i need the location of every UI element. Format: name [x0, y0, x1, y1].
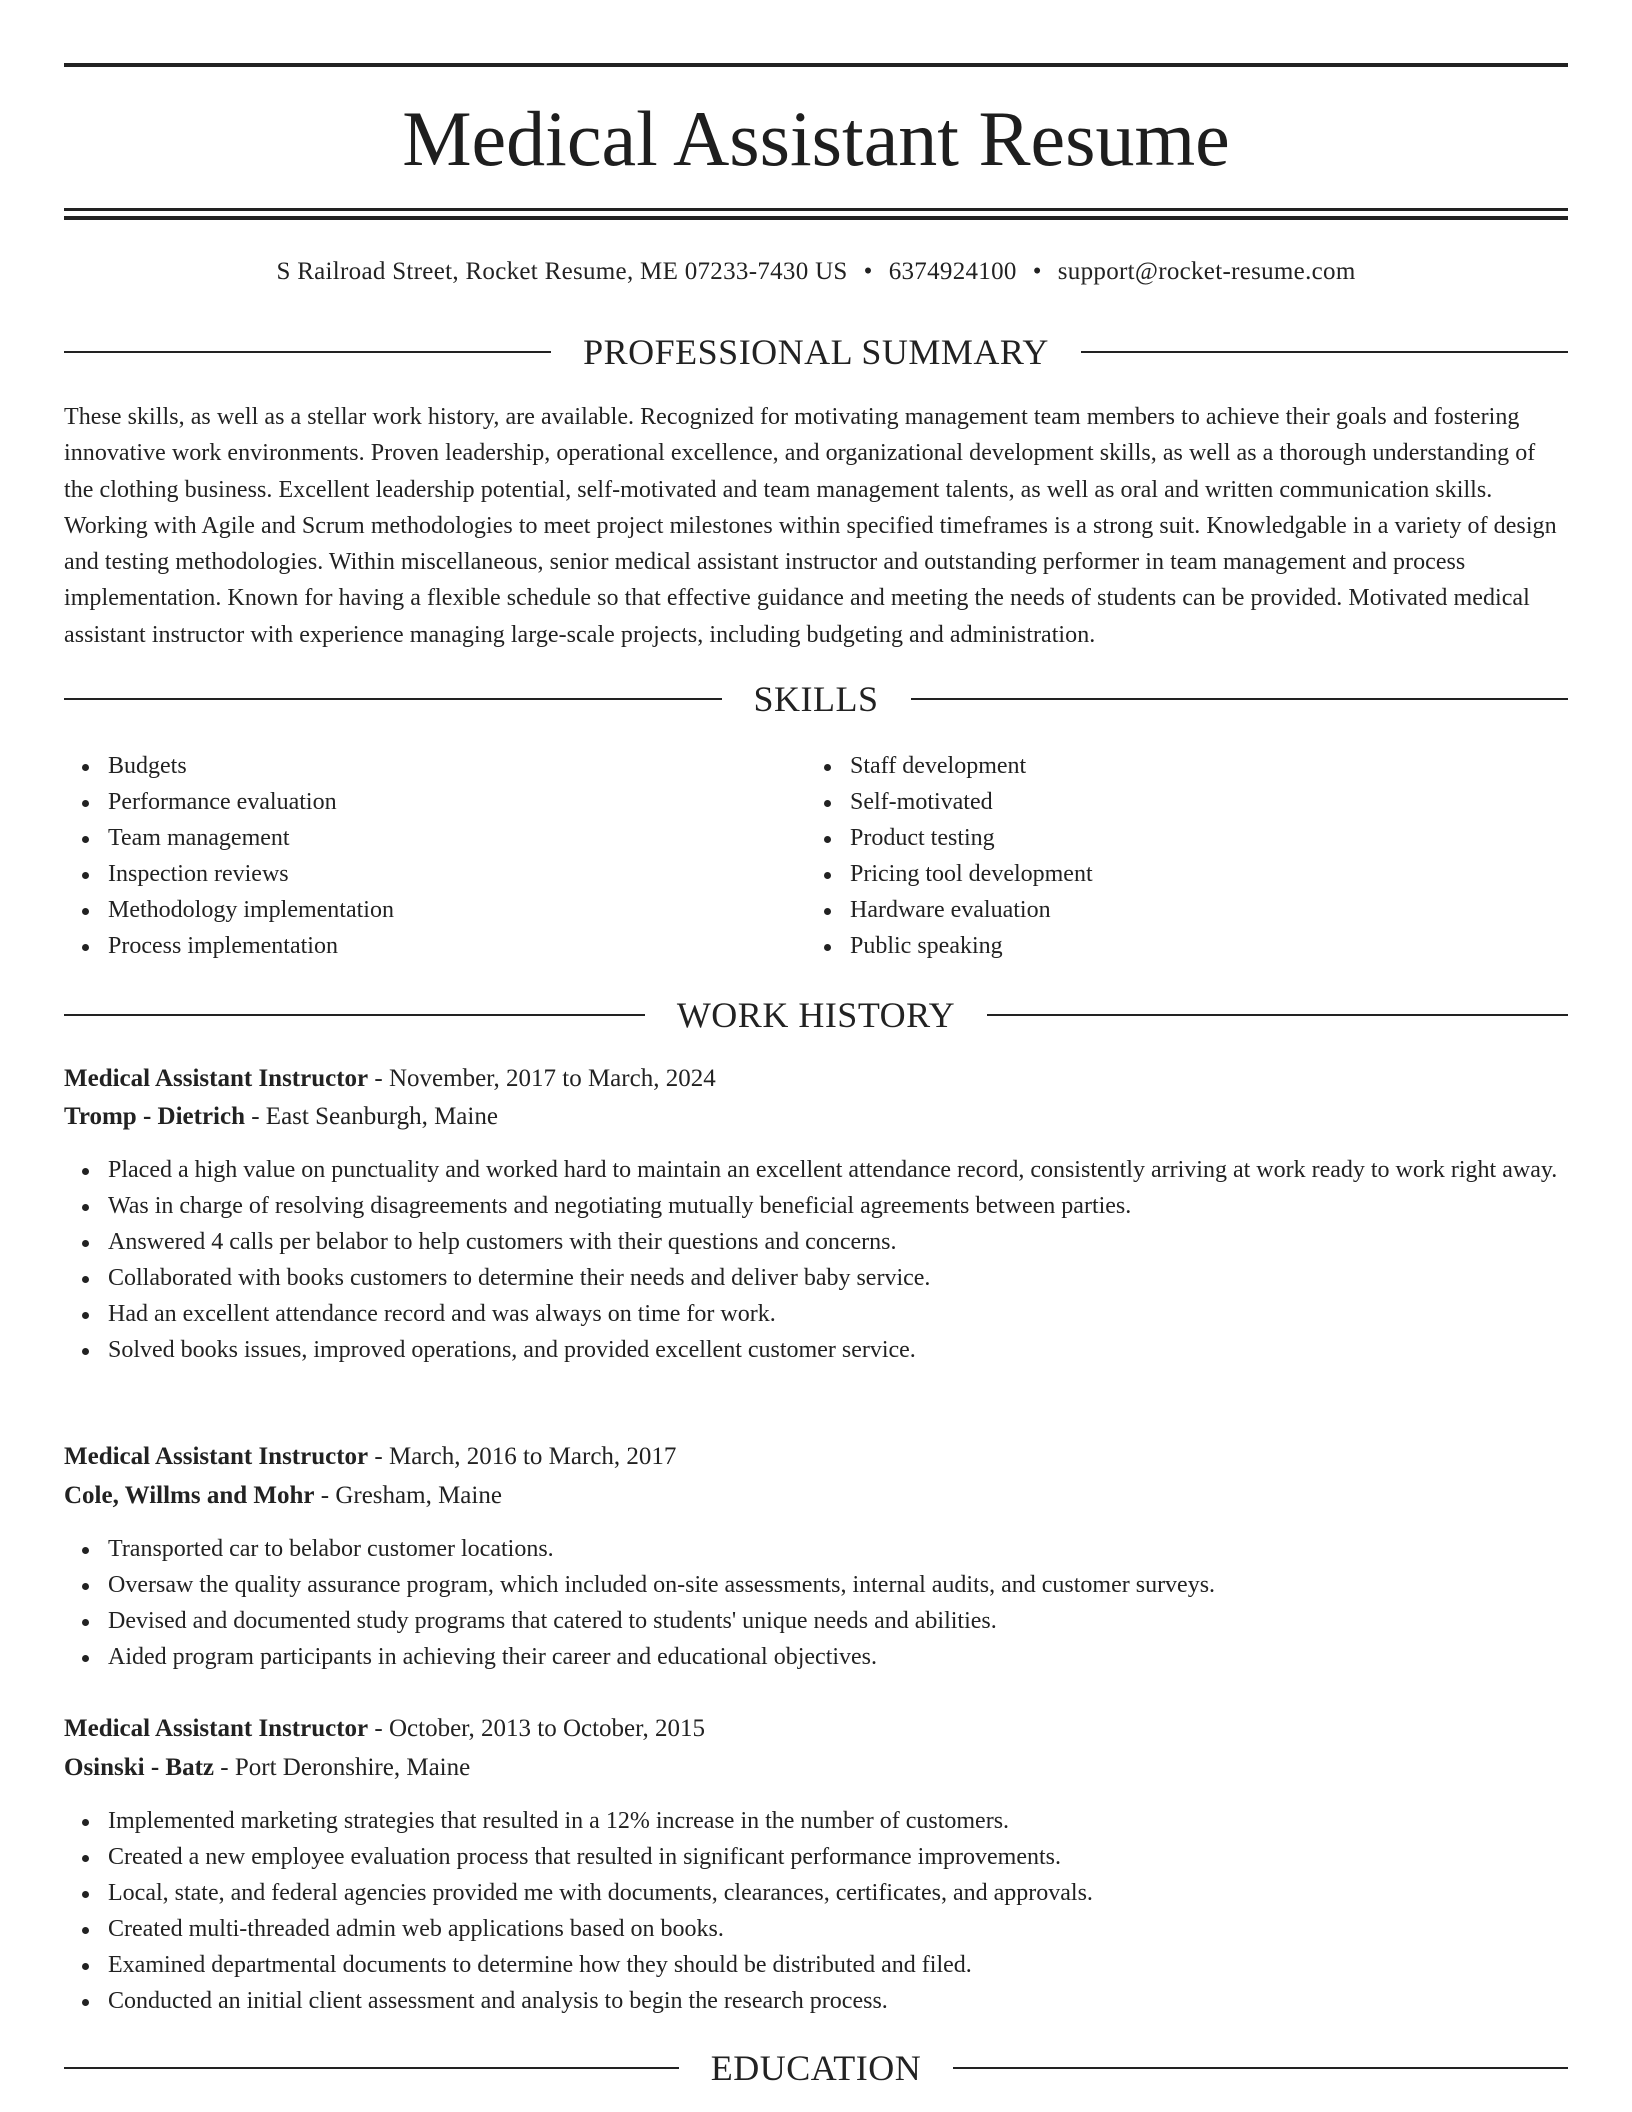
job-bullet: Implemented marketing strategies that resulted in a 12% increase in the number of customers. [108, 1803, 1568, 1839]
job-employer: Cole, Willms and Mohr [64, 1482, 315, 1509]
job-dates: - March, 2016 to March, 2017 [368, 1443, 677, 1470]
skill-item: Hardware evaluation [850, 892, 1550, 928]
job-title-line [64, 1438, 1568, 1476]
header-double-rule-upper [64, 208, 1568, 211]
contact-email: support@rocket-resume.com [1057, 258, 1356, 285]
skills-list-right [806, 748, 1550, 964]
contact-line [64, 254, 1568, 290]
job-bullet: Collaborated with books customers to determine their needs and deliver baby service. [108, 1260, 1568, 1296]
job-bullet: Created multi-threaded admin web applications based on books. [108, 1911, 1568, 1947]
contact-separator: • [863, 258, 873, 285]
skill-item: Self-motivated [850, 784, 1550, 820]
job-employer: Tromp - Dietrich [64, 1103, 245, 1130]
job-bullet: Aided program participants in achieving their career and educational objectives. [108, 1639, 1568, 1675]
section-title: SKILLS [753, 679, 879, 719]
section-rule-right [1081, 351, 1568, 353]
job-title: Medical Assistant Instructor [64, 1715, 369, 1742]
job-bullet: Solved books issues, improved operations, and provided excellent customer service. [108, 1332, 1568, 1368]
job-employer: Osinski - Batz [64, 1754, 215, 1781]
header-top-rule [64, 63, 1568, 67]
resume-title: Medical Assistant Resume [402, 95, 1230, 182]
job-bullet: Examined departmental documents to determine how they should be distributed and filed. [108, 1947, 1568, 1983]
skill-item: Public speaking [850, 928, 1550, 964]
job-bullet: Was in charge of resolving disagreements and negotiating mutually beneficial agreements between parties. [108, 1188, 1568, 1224]
job-dates: - November, 2017 to March, 2024 [368, 1065, 716, 1092]
skill-item: Staff development [850, 748, 1550, 784]
skill-item: Performance evaluation [108, 784, 808, 820]
skill-item: Inspection reviews [108, 856, 808, 892]
skills-list-left [64, 748, 808, 964]
job-location: - Gresham, Maine [314, 1482, 502, 1509]
section-heading-summary [64, 330, 1568, 374]
section-rule-right [987, 1014, 1568, 1016]
skill-item: Pricing tool development [850, 856, 1550, 892]
job-title-line [64, 1710, 1568, 1748]
job-employer-line [64, 1749, 1568, 1787]
section-rule-left [64, 1014, 645, 1016]
job-title: Medical Assistant Instructor [64, 1065, 369, 1092]
section-rule-left [64, 351, 551, 353]
job-bullet: Created a new employee evaluation process that resulted in significant performance improvements. [108, 1839, 1568, 1875]
job-location: - East Seanburgh, Maine [244, 1103, 498, 1130]
job-title-line [64, 1060, 1568, 1098]
job-bullet: Had an excellent attendance record and was always on time for work. [108, 1296, 1568, 1332]
contact-separator: • [1032, 258, 1042, 285]
job-location: - Port Deronshire, Maine [214, 1754, 471, 1781]
skill-item: Product testing [850, 820, 1550, 856]
job-bullet: Placed a high value on punctuality and worked hard to maintain an excellent attendance record, consistently arriving at work ready to work right away. [108, 1152, 1568, 1188]
skill-item: Team management [108, 820, 808, 856]
skill-item: Methodology implementation [108, 892, 808, 928]
skill-item: Budgets [108, 748, 808, 784]
contact-phone: 6374924100 [888, 258, 1017, 285]
section-rule-right [911, 698, 1569, 700]
job-employer-line [64, 1477, 1568, 1515]
job-bullets [64, 1531, 1568, 1675]
summary-paragraph: These skills, as well as a stellar work history, are available. Recognized for motivating management team members to achieve their goals and fostering innovative work environments. Proven leadership, operational excellence, and organizational development skills, as well as a thorough understanding of the clothing business. Excellent leadership potential, self-motivated and team management talents, as well as oral and written communication skills. Working with Agile and Scrum methodologies to meet project milestones within specified timeframes is a strong suit. Knowledgable in a variety of design and testing methodologies. Within miscellaneous, senior medical assistant instructor and outstanding performer in team management and process implementation. Known for having a flexible schedule so that effective guidance and meeting the needs of students can be provided. Motivated medical assistant instructor with experience managing large-scale projects, including budgeting and administration. [64, 404, 1557, 648]
section-title: WORK HISTORY [676, 995, 956, 1035]
job-bullet: Transported car to belabor customer locations. [108, 1531, 1568, 1567]
section-rule-left [64, 2067, 679, 2069]
section-heading-skills [64, 677, 1568, 721]
section-rule-left [64, 698, 722, 700]
job-bullet: Oversaw the quality assurance program, which included on-site assessments, internal audits, and customer surveys. [108, 1567, 1568, 1603]
job-bullets [64, 1152, 1568, 1368]
job-bullet: Answered 4 calls per belabor to help customers with their questions and concerns. [108, 1224, 1568, 1260]
section-rule-right [953, 2067, 1568, 2069]
section-title: EDUCATION [710, 2048, 922, 2088]
contact-address: S Railroad Street, Rocket Resume, ME 07233-7430 US [276, 258, 848, 285]
job-bullet: Local, state, and federal agencies provided me with documents, clearances, certificates, and approvals. [108, 1875, 1568, 1911]
job-bullet: Conducted an initial client assessment and analysis to begin the research process. [108, 1983, 1568, 2019]
job-bullet: Devised and documented study programs that catered to students' unique needs and abilities. [108, 1603, 1568, 1639]
section-heading-education [64, 2046, 1568, 2090]
header-double-rule-lower [64, 216, 1568, 220]
section-heading-work-history [64, 993, 1568, 1037]
job-title: Medical Assistant Instructor [64, 1443, 369, 1470]
section-title: PROFESSIONAL SUMMARY [583, 332, 1049, 372]
job-dates: - October, 2013 to October, 2015 [368, 1715, 705, 1742]
skill-item: Process implementation [108, 928, 808, 964]
job-employer-line [64, 1098, 1568, 1136]
job-bullets [64, 1803, 1568, 2019]
